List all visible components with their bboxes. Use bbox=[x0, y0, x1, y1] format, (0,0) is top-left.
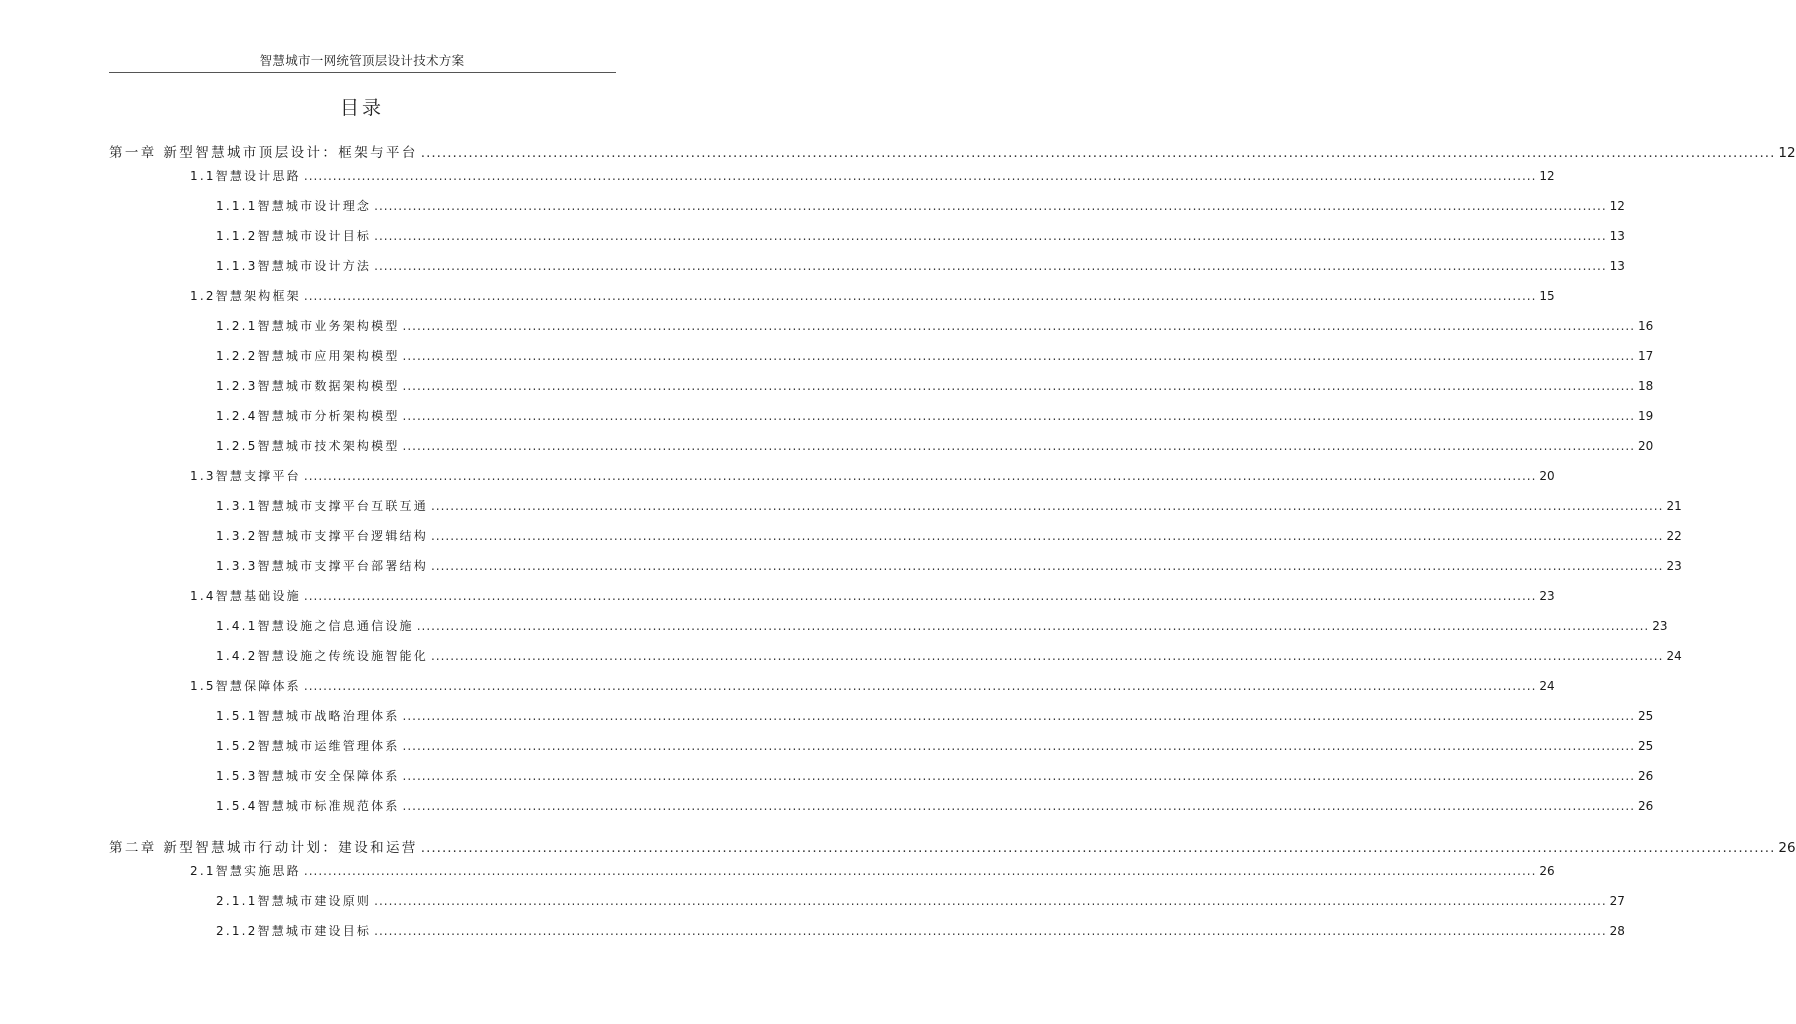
toc-dot-leader: ................................................................................................................................................................................................................................................................ bbox=[416, 619, 1650, 633]
toc-entry-level-3[interactable] bbox=[216, 227, 1625, 244]
toc-dot-leader: ................................................................................................................................................................................................................................................................ bbox=[303, 469, 1537, 483]
toc-entry-level-3[interactable] bbox=[216, 797, 1654, 814]
toc-entry-level-3[interactable] bbox=[216, 737, 1654, 754]
toc-dot-leader: ................................................................................................................................................................................................................................................................ bbox=[430, 559, 1664, 573]
toc-entry-level-2[interactable] bbox=[190, 862, 1555, 879]
toc-page-number: 24 bbox=[1539, 679, 1555, 693]
toc-entry-label: 1.4.1智慧设施之信息通信设施 bbox=[216, 619, 414, 633]
toc-dot-leader: ................................................................................................................................................................................................................................................................ bbox=[374, 924, 1607, 938]
toc-dot-leader: ................................................................................................................................................................................................................................................................ bbox=[374, 259, 1607, 273]
toc-entry-label: 1.2.1智慧城市业务架构模型 bbox=[216, 319, 400, 333]
toc-dot-leader: ................................................................................................................................................................................................................................................................ bbox=[402, 709, 1636, 723]
toc-entry-level-3[interactable] bbox=[216, 317, 1654, 334]
toc-entry-level-3[interactable] bbox=[216, 647, 1682, 664]
toc-entry-label: 2.1.2智慧城市建设目标 bbox=[216, 924, 372, 938]
toc-entry-level-3[interactable] bbox=[216, 767, 1654, 784]
toc-page-number: 16 bbox=[1638, 319, 1654, 333]
toc-page-number: 21 bbox=[1666, 499, 1682, 513]
toc-dot-leader: ................................................................................................................................................................................................................................................................ bbox=[303, 169, 1537, 183]
toc-entry-level-2[interactable] bbox=[190, 587, 1555, 604]
toc-dot-leader: ................................................................................................................................................................................................................................................................ bbox=[374, 894, 1607, 908]
toc-entry-level-3[interactable] bbox=[216, 407, 1654, 424]
toc-dot-leader: ................................................................................................................................................................................................................................................................ bbox=[402, 439, 1636, 453]
toc-entry-level-3[interactable] bbox=[216, 892, 1625, 909]
toc-page-number: 20 bbox=[1638, 439, 1654, 453]
toc-page-number: 12 bbox=[1539, 169, 1555, 183]
toc-entry-level-2[interactable] bbox=[190, 287, 1555, 304]
toc-entry-label: 1.5智慧保障体系 bbox=[190, 679, 301, 693]
toc-page-number: 26 bbox=[1638, 799, 1654, 813]
toc-dot-leader: ................................................................................................................................................................................................................................................................ bbox=[402, 349, 1636, 363]
toc-dot-leader: ................................................................................................................................................................................................................................................................ bbox=[430, 499, 1664, 513]
running-header: 智慧城市一网统管顶层设计技术方案 bbox=[259, 53, 465, 68]
toc-entry-label: 1.3.1智慧城市支撑平台互联互通 bbox=[216, 499, 428, 513]
toc-page-number: 23 bbox=[1652, 619, 1668, 633]
toc-entry-label: 1.4.2智慧设施之传统设施智能化 bbox=[216, 649, 428, 663]
toc-page-number: 13 bbox=[1609, 259, 1625, 273]
toc-entry-level-1[interactable] bbox=[109, 836, 1796, 856]
toc-page-number: 25 bbox=[1638, 739, 1654, 753]
toc-entry-level-3[interactable] bbox=[216, 527, 1682, 544]
toc-dot-leader: ................................................................................................................................................................................................................................................................ bbox=[420, 840, 1776, 856]
toc-entry-label: 1.5.3智慧城市安全保障体系 bbox=[216, 769, 400, 783]
toc-entry-label: 1.1.2智慧城市设计目标 bbox=[216, 229, 372, 243]
toc-entry-level-3[interactable] bbox=[216, 617, 1668, 634]
toc-dot-leader: ................................................................................................................................................................................................................................................................ bbox=[430, 649, 1664, 663]
toc-entry-label: 1.1智慧设计思路 bbox=[190, 169, 301, 183]
toc-entry-label: 第一章 新型智慧城市顶层设计：框架与平台 bbox=[109, 145, 418, 161]
toc-entry-label: 1.5.1智慧城市战略治理体系 bbox=[216, 709, 400, 723]
toc-entry-label: 1.2.5智慧城市技术架构模型 bbox=[216, 439, 400, 453]
toc-entry-level-3[interactable] bbox=[216, 922, 1625, 939]
toc-page-number: 12 bbox=[1778, 145, 1796, 161]
toc-page-number: 18 bbox=[1638, 379, 1654, 393]
toc-page-number: 28 bbox=[1609, 924, 1625, 938]
toc-entry-label: 1.2.2智慧城市应用架构模型 bbox=[216, 349, 400, 363]
toc-entry-level-3[interactable] bbox=[216, 197, 1625, 214]
toc-page-number: 15 bbox=[1539, 289, 1555, 303]
toc-page-number: 27 bbox=[1609, 894, 1625, 908]
toc-dot-leader: ................................................................................................................................................................................................................................................................ bbox=[303, 864, 1537, 878]
toc-page-number: 26 bbox=[1638, 769, 1654, 783]
toc-dot-leader: ................................................................................................................................................................................................................................................................ bbox=[303, 589, 1537, 603]
toc-entry-label: 1.3.2智慧城市支撑平台逻辑结构 bbox=[216, 529, 428, 543]
toc-entry-level-3[interactable] bbox=[216, 437, 1654, 454]
toc-page-number: 26 bbox=[1778, 840, 1796, 856]
toc-dot-leader: ................................................................................................................................................................................................................................................................ bbox=[402, 769, 1636, 783]
toc-title: 目录 bbox=[339, 97, 384, 119]
toc-page-number: 23 bbox=[1666, 559, 1682, 573]
toc-dot-leader: ................................................................................................................................................................................................................................................................ bbox=[374, 199, 1607, 213]
toc-entry-level-2[interactable] bbox=[190, 467, 1555, 484]
toc-dot-leader: ................................................................................................................................................................................................................................................................ bbox=[402, 319, 1636, 333]
toc-dot-leader: ................................................................................................................................................................................................................................................................ bbox=[374, 229, 1607, 243]
toc-entry-label: 1.1.1智慧城市设计理念 bbox=[216, 199, 372, 213]
toc-entry-label: 1.3.3智慧城市支撑平台部署结构 bbox=[216, 559, 428, 573]
toc-dot-leader: ................................................................................................................................................................................................................................................................ bbox=[402, 799, 1636, 813]
toc-entry-label: 1.3智慧支撑平台 bbox=[190, 469, 301, 483]
toc-dot-leader: ................................................................................................................................................................................................................................................................ bbox=[402, 739, 1636, 753]
toc-page-number: 24 bbox=[1666, 649, 1682, 663]
toc-page-number: 22 bbox=[1666, 529, 1682, 543]
toc-entry-label: 1.5.2智慧城市运维管理体系 bbox=[216, 739, 400, 753]
toc-entry-label: 1.5.4智慧城市标准规范体系 bbox=[216, 799, 400, 813]
toc-entry-level-1[interactable] bbox=[109, 141, 1796, 161]
toc-entry-label: 1.1.3智慧城市设计方法 bbox=[216, 259, 372, 273]
toc-entry-label: 2.1智慧实施思路 bbox=[190, 864, 301, 878]
toc-page-number: 12 bbox=[1609, 199, 1625, 213]
header-divider bbox=[109, 72, 616, 73]
toc-entry-label: 1.2.3智慧城市数据架构模型 bbox=[216, 379, 400, 393]
toc-page-number: 17 bbox=[1638, 349, 1654, 363]
toc-page-number: 23 bbox=[1539, 589, 1555, 603]
toc-entry-label: 1.2智慧架构框架 bbox=[190, 289, 301, 303]
toc-entry-level-3[interactable] bbox=[216, 557, 1682, 574]
toc-dot-leader: ................................................................................................................................................................................................................................................................ bbox=[402, 379, 1636, 393]
toc-dot-leader: ................................................................................................................................................................................................................................................................ bbox=[303, 289, 1537, 303]
toc-page-number: 20 bbox=[1539, 469, 1555, 483]
toc-page-number: 13 bbox=[1609, 229, 1625, 243]
toc-entry-level-3[interactable] bbox=[216, 707, 1654, 724]
toc-page-number: 19 bbox=[1638, 409, 1654, 423]
toc-entry-level-3[interactable] bbox=[216, 377, 1654, 394]
toc-entry-label: 1.2.4智慧城市分析架构模型 bbox=[216, 409, 400, 423]
toc-entry-level-3[interactable] bbox=[216, 347, 1654, 364]
toc-dot-leader: ................................................................................................................................................................................................................................................................ bbox=[303, 679, 1537, 693]
toc-dot-leader: ................................................................................................................................................................................................................................................................ bbox=[430, 529, 1664, 543]
toc-entry-level-3[interactable] bbox=[216, 257, 1625, 274]
toc-entry-label: 第二章 新型智慧城市行动计划：建设和运营 bbox=[109, 840, 418, 856]
toc-entry-level-3[interactable] bbox=[216, 497, 1682, 514]
toc-page-number: 25 bbox=[1638, 709, 1654, 723]
toc-page-number: 26 bbox=[1539, 864, 1555, 878]
toc-entry-level-2[interactable] bbox=[190, 167, 1555, 184]
toc-entry-label: 1.4智慧基础设施 bbox=[190, 589, 301, 603]
toc-entry-label: 2.1.1智慧城市建设原则 bbox=[216, 894, 372, 908]
toc-dot-leader: ................................................................................................................................................................................................................................................................ bbox=[420, 145, 1776, 161]
toc-dot-leader: ................................................................................................................................................................................................................................................................ bbox=[402, 409, 1636, 423]
toc-entry-level-2[interactable] bbox=[190, 677, 1555, 694]
